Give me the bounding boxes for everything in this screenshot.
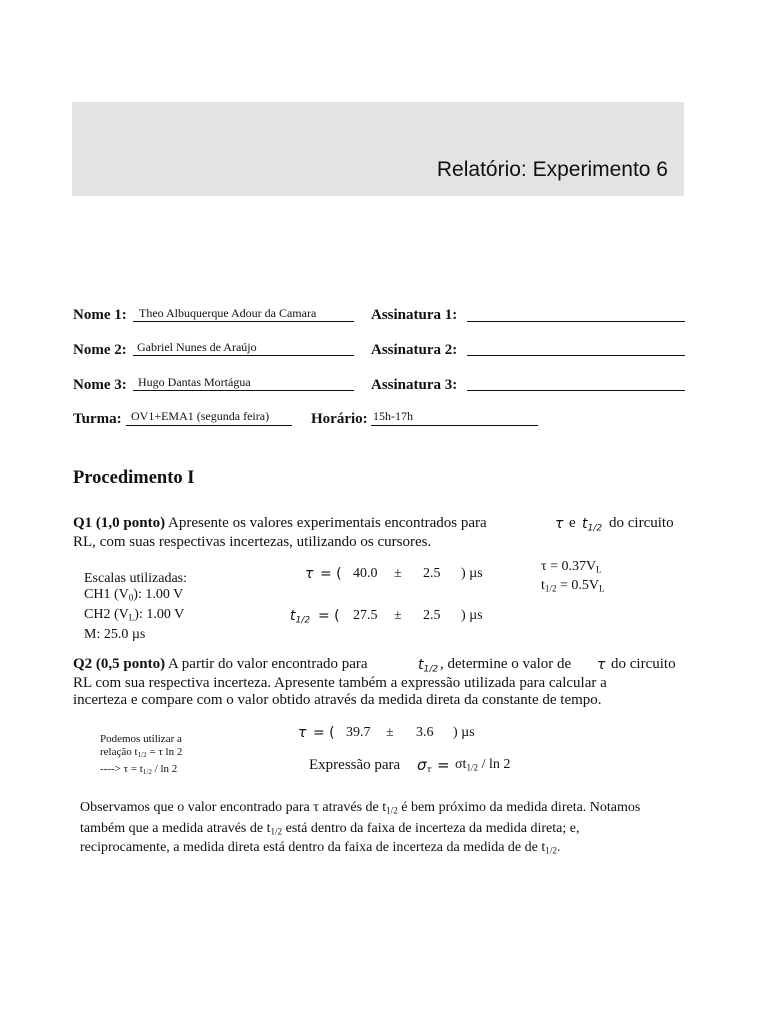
q2-conclusion-line2[interactable]: também que a medida através de $t_{1/2}$ está dentro da faixa de incerteza da medida direta; e,: [80, 821, 580, 837]
horario-line: [371, 425, 538, 426]
assinatura3-field[interactable]: [467, 390, 685, 391]
q1-tau-eq-symbol: τ: [305, 566, 314, 582]
q2-expr-eq: =: [437, 756, 450, 774]
page-title: Relatório: Experimento 6: [436, 158, 668, 181]
q2-sigma-symbol: $\sigma_\tau$: [417, 756, 432, 775]
q2-tau-pm: ±: [386, 725, 394, 740]
turma-line: [126, 425, 292, 426]
title-bar: [72, 102, 684, 196]
assinatura3-label: Assinatura 3:: [371, 377, 458, 393]
q1-t-pm: ±: [394, 608, 402, 623]
q2-tau-value[interactable]: 39.7: [346, 725, 371, 740]
nome3-line: [133, 390, 354, 391]
q1-label: Q1 (1,0 ponto): [73, 515, 166, 531]
q2-conclusion-line3[interactable]: reciprocamente, a medida direta está dentro da faixa de incerteza da medida de de $t_{1/2}$.: [80, 840, 561, 856]
q2-expr-label: Expressão para: [309, 757, 401, 773]
assinatura1-label: Assinatura 1:: [371, 307, 458, 323]
section-title: Procedimento I: [73, 468, 195, 488]
q1-line2: RL, com suas respectivas incertezas, utilizando os cursores.: [73, 534, 432, 550]
q1-tau-symbol: τ: [555, 516, 564, 532]
ch1-scale: CH1 $(V_0)$: 1.00 V: [84, 587, 184, 603]
q1-t-unit: ) µs: [461, 608, 483, 623]
q1-tau-pm: ±: [394, 566, 402, 581]
q2-tau-unc[interactable]: 3.6: [416, 725, 434, 740]
q1-note-t: $t_{1/2} = 0.5V_L$: [541, 578, 605, 594]
q1-t-value[interactable]: 27.5: [353, 608, 378, 623]
horario-label: Horário:: [311, 411, 368, 427]
assinatura2-label: Assinatura 2:: [371, 342, 458, 358]
turma-value[interactable]: OV1+EMA1 (segunda feira): [131, 409, 270, 423]
q2-text-a: A partir do valor encontrado para: [168, 656, 368, 672]
assinatura2-field[interactable]: [467, 355, 685, 356]
q1-line1: [73, 515, 487, 532]
scales-title: Escalas utilizadas:: [84, 571, 188, 586]
q1-text-a: Apresente os valores experimentais encontrados para: [168, 515, 487, 531]
q2-line2: RL com sua respectiva incerteza. Apresente também a expressão utilizada para calcular a: [73, 675, 607, 691]
q1-note-tau: $\tau = 0.37V_L$: [541, 559, 602, 575]
q1-tau-value[interactable]: 40.0: [353, 566, 378, 581]
q1-text-b: do circuito: [609, 515, 674, 531]
nome3-value[interactable]: Hugo Dantas Mortágua: [138, 375, 251, 389]
q2-t-symbol: $t_{1/2}$: [418, 657, 439, 675]
nome2-value[interactable]: Gabriel Nunes de Araújo: [137, 340, 257, 354]
nome2-label: Nome 2:: [73, 342, 127, 358]
q2-line3: incerteza e compare com o valor obtido através da medida direta da constante de tempo.: [73, 692, 602, 708]
q1-t-symbol: $t_{1/2}$: [582, 516, 603, 534]
nome3-label: Nome 3:: [73, 377, 127, 393]
m-scale: M: 25.0 µs: [84, 627, 146, 642]
q1-tau-eq-open: = (: [320, 566, 342, 582]
q2-text-c: do circuito: [611, 656, 676, 672]
q2-tau-symbol: τ: [597, 657, 606, 673]
q1-e: e: [569, 515, 576, 531]
nome1-line: [133, 321, 354, 322]
q2-label: Q2 (0,5 ponto): [73, 656, 166, 672]
q2-note-line3: ----> $\tau = t_{1/2} / \ln 2$: [100, 763, 178, 776]
q1-t-eq-symbol: $t_{1/2}$: [290, 608, 311, 626]
q2-note-line2: relação $t_{1/2} = \tau$ ln 2: [100, 746, 183, 759]
q2-tau-unit: ) µs: [453, 725, 475, 740]
q2-tau-eq-open: = (: [313, 725, 335, 741]
q1-t-unc[interactable]: 2.5: [423, 608, 441, 623]
nome2-line: [133, 355, 354, 356]
q1-t-eq-open: = (: [318, 608, 340, 624]
q2-line1: [73, 656, 368, 673]
horario-value[interactable]: 15h-17h: [373, 409, 413, 423]
assinatura1-field[interactable]: [467, 321, 685, 322]
nome1-label: Nome 1:: [73, 307, 127, 323]
q2-text-b: , determine o valor de: [440, 656, 572, 672]
q2-note-line1: Podemos utilizar a: [100, 733, 182, 745]
ch2-scale: CH2 $(V_L)$: 1.00 V: [84, 607, 185, 623]
q2-tau-eq-symbol: τ: [298, 725, 307, 741]
q1-tau-unc[interactable]: 2.5: [423, 566, 441, 581]
nome1-value[interactable]: Theo Albuquerque Adour da Camara: [139, 306, 317, 320]
turma-label: Turma:: [73, 411, 122, 427]
q2-conclusion-line1[interactable]: Observamos que o valor encontrado para τ através de $t_{1/2}$ é bem próximo da medida direta. Notamos: [80, 800, 641, 816]
q2-expr-value[interactable]: $\sigma t_{1/2}$ / ln 2: [455, 757, 511, 773]
q1-tau-unit: ) µs: [461, 566, 483, 581]
